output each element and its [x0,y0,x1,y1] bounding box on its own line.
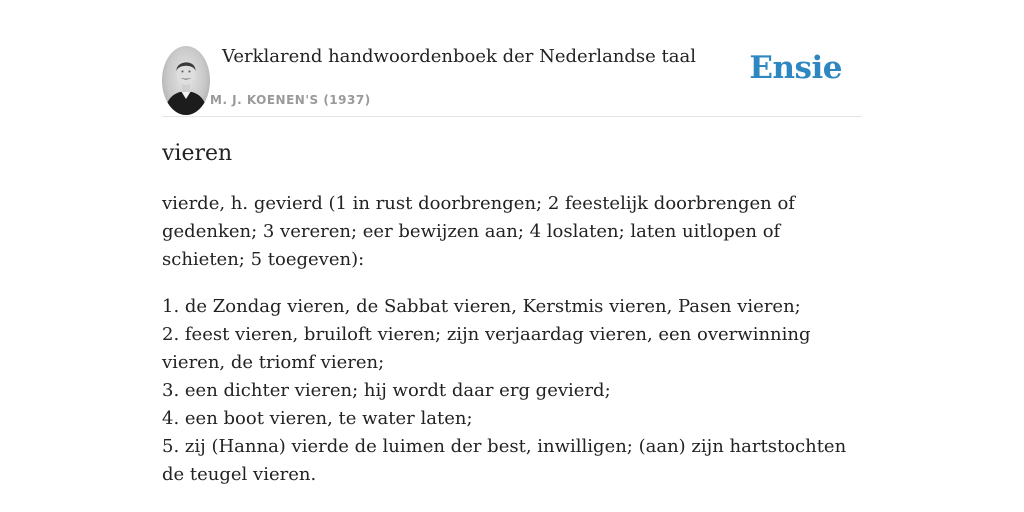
ensie-logo[interactable]: Ensie [749,50,842,86]
book-subtitle: M. J. KOENEN'S (1937) [210,93,371,107]
sense-item: 3. een dichter vieren; hij wordt daar erg gevierd; [162,380,611,401]
sense-item: 5. zij (Hanna) vierde de luimen der best, inwilligen; (aan) zijn hartstochten de teugel vieren. [162,436,847,485]
dictionary-header [162,40,862,117]
sense-item: 2. feest vieren, bruiloft vieren; zijn verjaardag vieren, een overwinning vieren, de triomf vieren; [162,324,811,373]
definition: vierde, h. gevierd (1 in rust doorbrengen; 2 feestelijk doorbrengen of gedenken; 3 vereren; eer bewijzen aan; 4 loslaten; laten uitlopen of schieten; 5 toegeven): [162,193,795,270]
sense-item: 1. de Zondag vieren, de Sabbat vieren, Kerstmis vieren, Pasen vieren; [162,296,801,317]
book-title[interactable]: Verklarend handwoordenboek der Nederlandse taal [222,46,696,67]
entry-content [162,136,862,489]
sense-list [162,293,862,489]
headword: vieren [162,141,233,166]
author-portrait [162,46,210,115]
sense-item: 4. een boot vieren, te water laten; [162,408,473,429]
